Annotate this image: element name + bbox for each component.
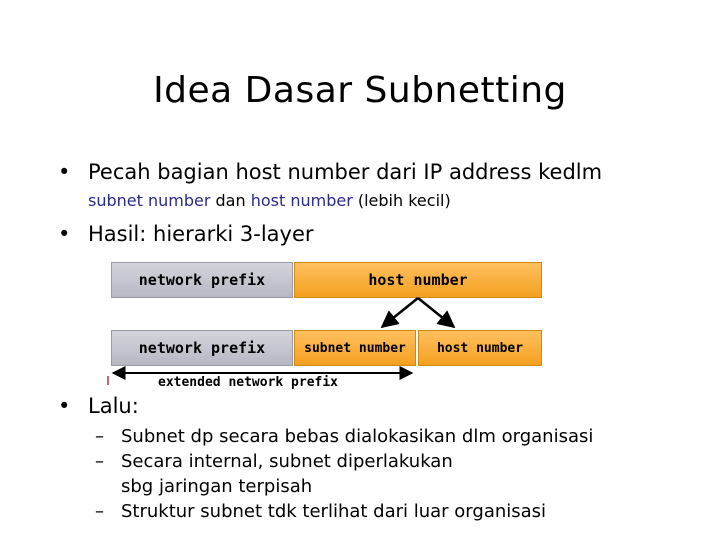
extended-prefix-tick [107,376,109,385]
arrow-to-subnet-number [382,298,418,327]
term-host-number: host number [250,191,353,210]
row1-network-prefix-box: network prefix [111,262,293,298]
sub-bullet-3 [95,499,641,524]
row2-network-prefix-box: network prefix [111,330,293,366]
bullet-1-continuation [88,191,451,210]
row1-host-number-box: host number [294,262,542,298]
sub-bullet-2-text: Secara internal, subnet diperlakukan sbg jaringan terpisah [121,451,453,497]
extended-network-prefix-label: extended network prefix [158,375,339,390]
sub-bullet-2 [95,449,641,499]
text-dan: dan [210,191,251,210]
row2-subnet-number-box: subnet number [294,330,416,366]
sub-bullet-1 [95,424,641,449]
sub-bullet-dash: – [95,426,104,447]
sub-bullet-dash: – [95,451,104,472]
row2-host-number-box: host number [418,330,542,366]
term-subnet-number: subnet number [88,191,211,210]
sub-bullet-list [95,424,641,524]
bullet-1-text: Pecah bagian host number dari IP address kedlm [88,160,603,184]
sub-bullet-3-text: Struktur subnet tdk terlihat dari luar organisasi [121,501,547,522]
bullet-dot: • [58,222,71,246]
bullet-3 [58,394,139,418]
slide-title: Idea Dasar Subnetting [153,70,567,111]
text-lebih-kecil: (lebih kecil) [352,191,451,210]
sub-bullet-1-text: Subnet dp secara bebas dialokasikan dlm organisasi [121,426,594,447]
bullet-1 [58,160,602,184]
bullet-3-text: Lalu: [88,394,139,418]
bullet-dot: • [58,160,71,184]
bullet-dot: • [58,394,71,418]
bullet-2 [58,222,314,246]
arrow-to-host-number [418,298,454,327]
bullet-2-text: Hasil: hierarki 3-layer [88,222,314,246]
sub-bullet-dash: – [95,501,104,522]
